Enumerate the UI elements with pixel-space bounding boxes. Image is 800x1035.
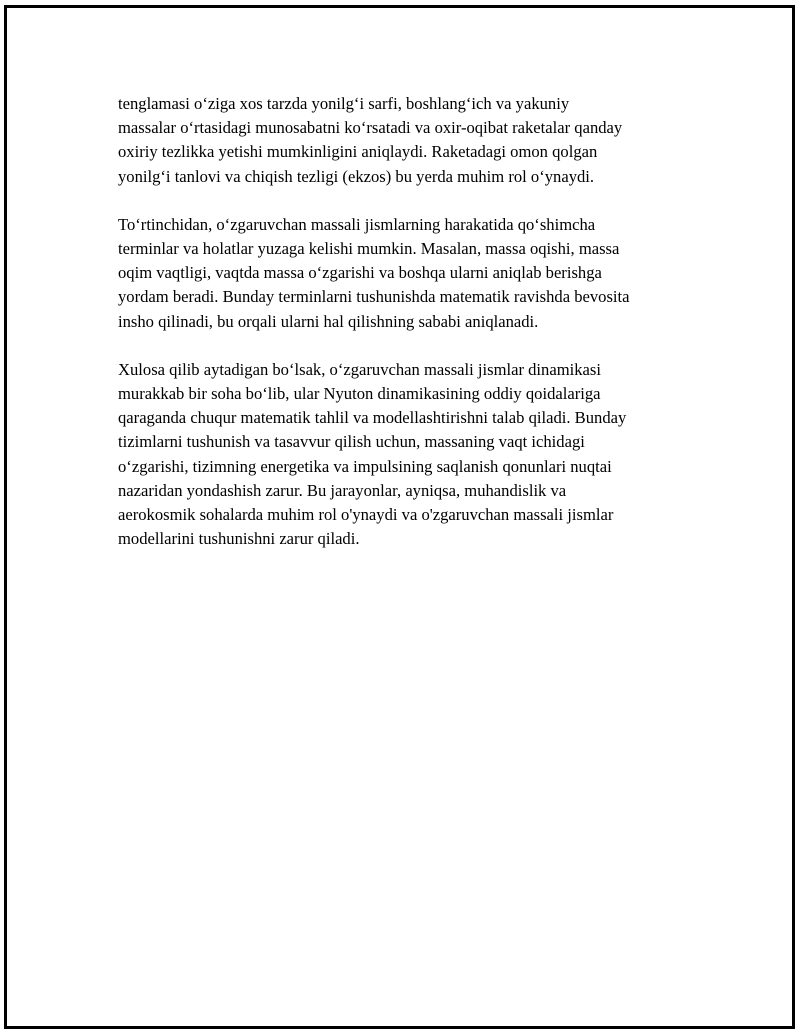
paragraph-rocket-equation: tenglamasi o‘ziga xos tarzda yonilg‘i sarfi, boshlang‘ich va yakuniy massalar o‘rtasidagi munosabatni ko‘rsatadi va oxir-oqibat raketalar qanday oxiriy tezlikka yetishi mumkinligini aniqlaydi. Raketadagi omon qolgan yonilg‘i tanlovi va chiqish tezligi (ekzos) bu yerda muhim rol o‘ynaydi. [118, 94, 623, 186]
document-body [118, 92, 698, 575]
paragraph-conclusion: Xulosa qilib aytadigan bo‘lsak, o‘zgaruvchan massali jismlar dinamikasi murakkab bir soha bo‘lib, ular Nyuton dinamikasining oddiy qoidalariga qaraganda chuqur matematik tahlil va modellashtirishni talab qiladi. Bunday tizimlarni tushunish va tasavvur qilish uchun, massaning vaqt ichidagi o‘zgarishi, tizimning energetika va impulsining saqlanish qonunlari nuqtai nazaridan yondashish zarur. Bu jarayonlar, ayniqsa, muhandislik va aerokosmik sohalarda muhim rol o'ynaydi va o'zgaruvchan massali jismlar modellarini tushunishni zarur qiladi. [118, 359, 627, 549]
paragraph-fourth-point: To‘rtinchidan, o‘zgaruvchan massali jismlarning harakatida qo‘shimcha terminlar va holatlar yuzaga kelishi mumkin. Masalan, massa oqishi, massa oqim vaqtligi, vaqtda massa o‘zgarishi va boshqa ularni aniqlab berishga yordam beradi. Bunday terminlarni tushunishda matematik ravishda bevosita insho qilinadi, bu orqali ularni hal qilishning sababi aniqlanadi. [118, 214, 630, 331]
